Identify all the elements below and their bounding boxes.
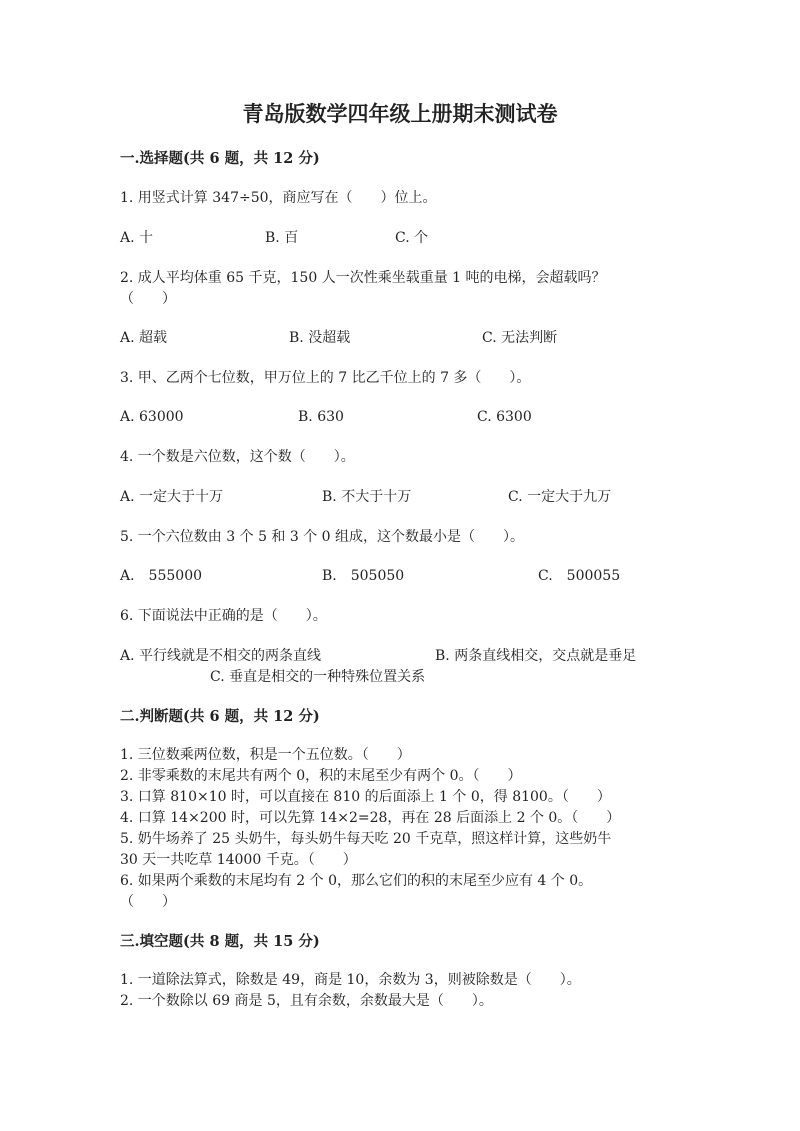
judgement-line: 4. 口算 14×200 时，可以先算 14×2=28，再在 28 后面添上 2 个 0。（ ） [120,810,621,826]
option-c: C. 6300 [477,409,532,425]
option-c: C. 垂直是相交的一种特殊位置关系 [210,669,426,685]
section-heading-judgement: 二.判断题(共 6 题，共 12 分) [120,708,320,725]
option-b: B. 百 [265,230,299,246]
option-c: C. 500055 [538,568,621,584]
question-text: 3. 甲、乙两个七位数，甲万位上的 7 比乙千位上的 7 多（ ）。 [120,370,531,386]
option-b: B. 630 [298,409,344,425]
judgement-line: （ ） [120,894,176,910]
option-a: A. 十 [120,230,154,246]
option-c: C. 个 [395,230,429,246]
fill-blank-line: 1. 一道除法算式，除数是 49，商是 10，余数为 3，则被除数是（ ）。 [120,972,581,988]
option-a: A. 超载 [120,330,168,346]
page-title: 青岛版数学四年级上册期末测试卷 [242,101,558,126]
option-a: A. 63000 [120,409,184,425]
option-a: A. 一定大于十万 [120,489,224,505]
section-heading-fill-blank: 三.填空题(共 8 题，共 15 分) [120,933,320,950]
judgement-line: 2. 非零乘数的末尾共有两个 0，积的末尾至少有两个 0。（ ） [120,768,522,784]
option-b: B. 没超载 [289,330,351,346]
judgement-line: 5. 奶牛场养了 25 头奶牛，每头奶牛每天吃 20 千克草，照这样计算，这些奶牛 [120,831,612,847]
judgement-line: 6. 如果两个乘数的末尾均有 2 个 0，那么它们的积的末尾至少应有 4 个 0。 [120,873,593,889]
question-text: 6. 下面说法中正确的是（ ）。 [120,608,327,624]
question-text: 5. 一个六位数由 3 个 5 和 3 个 0 组成，这个数最小是（ ）。 [120,529,525,545]
option-a: A. 平行线就是不相交的两条直线 [120,648,322,664]
option-a: A. 555000 [120,568,203,584]
question-text: 1. 用竖式计算 347÷50，商应写在（ ）位上。 [120,190,437,206]
option-c: C. 一定大于九万 [508,489,612,505]
option-c: C. 无法判断 [482,330,558,346]
option-b: B. 505050 [322,568,405,584]
judgement-line: 30 天一共吃草 14000 千克。（ ） [120,852,357,868]
fill-blank-line: 2. 一个数除以 69 商是 5，且有余数，余数最大是（ ）。 [120,993,493,1009]
judgement-line: 1. 三位数乘两位数，积是一个五位数。（ ） [120,747,411,763]
question-text: 4. 一个数是六位数，这个数（ ）。 [120,449,355,465]
section-heading-choice: 一.选择题(共 6 题，共 12 分) [120,150,320,167]
option-b: B. 两条直线相交，交点就是垂足 [435,648,637,664]
option-b: B. 不大于十万 [322,489,412,505]
question-text-continued: （ ） [120,291,176,307]
question-text: 2. 成人平均体重 65 千克，150 人一次性乘坐载重量 1 吨的电梯，会超载吗？ [120,270,606,286]
judgement-line: 3. 口算 810×10 时，可以直接在 810 的后面添上 1 个 0，得 8100。（ ） [120,789,611,805]
